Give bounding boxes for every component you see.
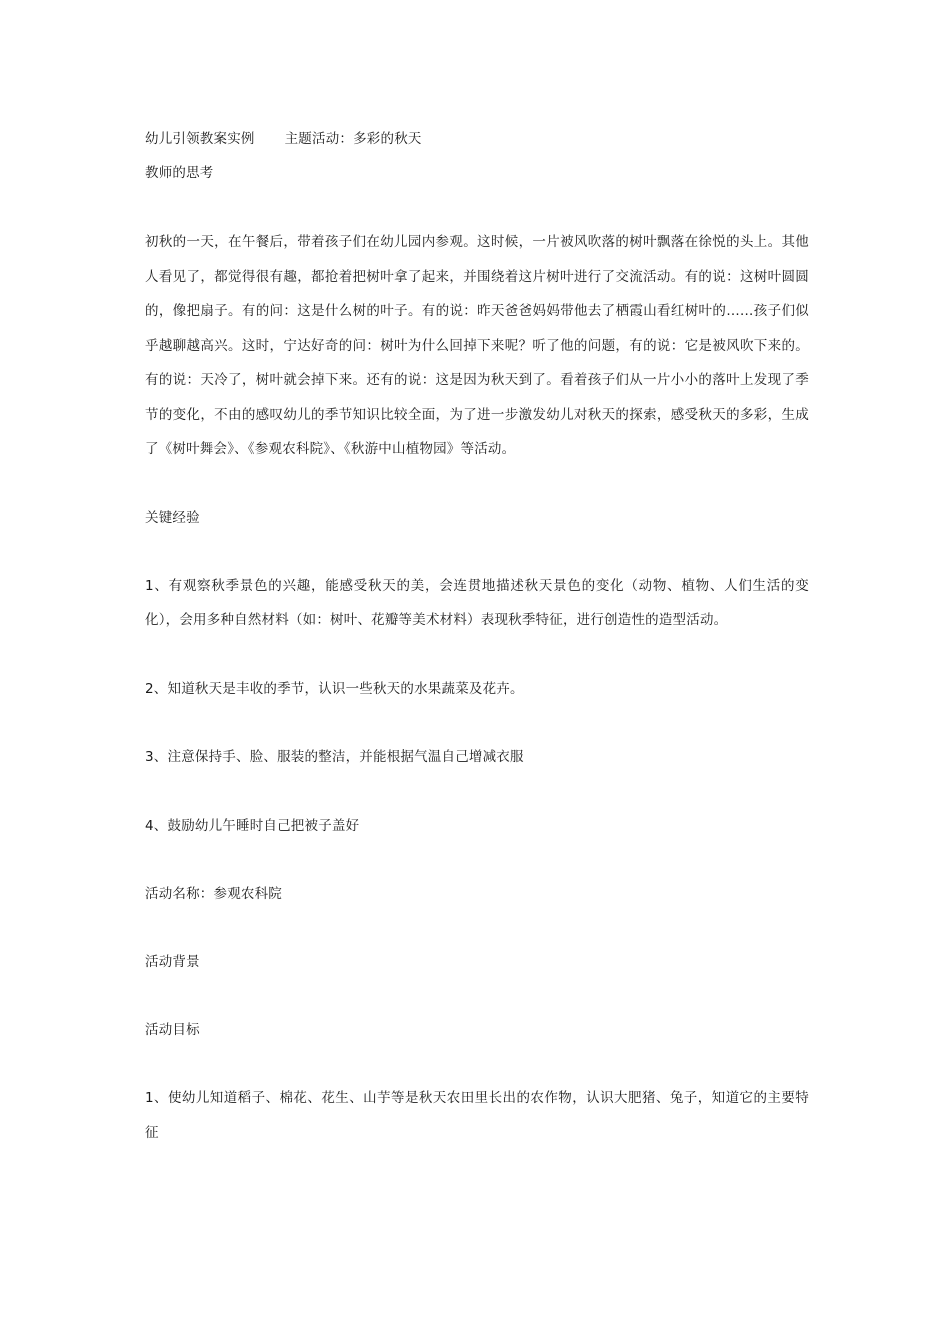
key-experience-item: 3、注意保持手、脸、服装的整洁，并能根据气温自己增减衣服 [145,749,524,765]
theme-title: 主题活动：多彩的秋天 [284,131,422,147]
activity-name: 活动名称：参观农科院 [145,886,282,902]
key-experience-item: 4、鼓励幼儿午睡时自己把被子盖好 [145,817,360,834]
activity-goal-item: 1、使幼儿知道稻子、棉花、花生、山芋等是秋天农田里长出的农作物，认识大肥猪、兔子，知道它的主要特征 [145,1090,809,1141]
key-experience-heading: 关键经验 [145,509,200,526]
activity-goals-heading: 活动目标 [145,1022,200,1038]
key-experience-item: 1、有观察秋季景色的兴趣，能感受秋天的美，会连贯地描述秋天景色的变化（动物、植物、人们生活的变化），会用多种自然材料（如：树叶、花瓣等美术材料）表现秋季特征，进行创造性的造型活动。 [145,577,809,628]
document-page [145,122,809,1150]
document-header [145,122,809,156]
activity-background-heading: 活动背景 [145,954,200,970]
key-experience-item: 2、知道秋天是丰收的季节，认识一些秋天的水果蔬菜及花卉。 [145,680,524,697]
teacher-reflection-heading: 教师的思考 [145,165,214,181]
reflection-paragraph: 初秋的一天，在午餐后，带着孩子们在幼儿园内参观。这时候，一片被风吹落的树叶飘落在徐悦的头上。其他人看见了，都觉得很有趣，都抢着把树叶拿了起来，并围绕着这片树叶进行了交流活动。有的说：这树叶圆圆的，像把扇子。有的问：这是什么树的叶子。有的说：昨天爸爸妈妈带他去了栖霞山看红树叶的……孩子们似乎越聊越高兴。这时，宁达好奇的问：树叶为什么回掉下来呢？听了他的问题，有的说：它是被风吹下来的。有的说：天冷了，树叶就会掉下来。还有的说：这是因为秋天到了。看着孩子们从一片小小的落叶上发现了季节的变化，不由的感叹幼儿的季节知识比较全面，为了进一步激发幼儿对秋天的探索，感受秋天的多彩，生成了《树叶舞会》、《参观农科院》、《秋游中山植物园》等活动。 [145,234,809,457]
document-title: 幼儿引领教案实例 [145,131,255,147]
